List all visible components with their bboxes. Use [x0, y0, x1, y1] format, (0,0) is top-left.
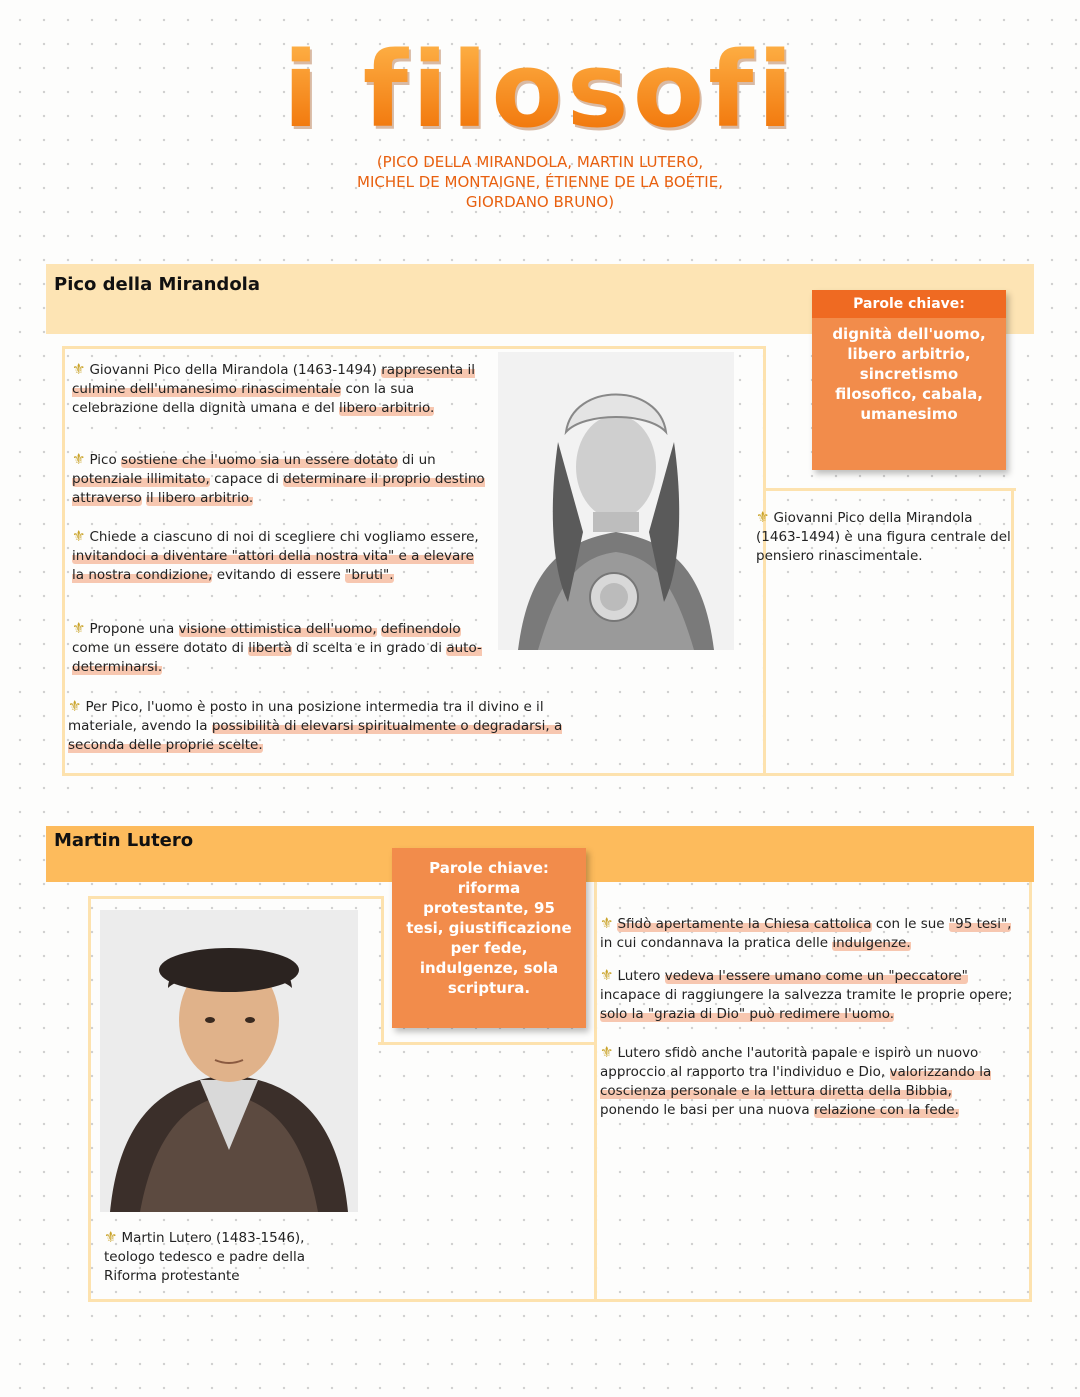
caption-text: Giovanni Pico della Mirandola (1463-1494) è una figura centrale del pensiero rinascimentale.: [756, 510, 1011, 564]
fleur-de-lis-icon: ⚜: [104, 1228, 118, 1246]
text: incapace di raggiungere la salvezza tramite le proprie opere;: [600, 987, 1013, 1003]
highlight: determinare il proprio destino attraverso: [72, 471, 485, 506]
text: Chiede a ciascuno di noi di scegliere chi vogliamo essere,: [89, 529, 479, 545]
lutero-paragraph-1: [600, 914, 1016, 953]
section-title-lutero: Martin Lutero: [54, 830, 194, 851]
lutero-frame-step-v: [378, 896, 384, 1044]
lutero-keywords-box: [392, 848, 586, 1028]
page-title: i filosofi: [0, 30, 1080, 150]
lutero-portrait: [100, 910, 358, 1212]
highlight: "bruti".: [345, 567, 394, 583]
fleur-de-lis-icon: ⚜: [600, 966, 614, 984]
text: ponendo le basi per una nuova: [600, 1102, 810, 1118]
keywords-list: riforma protestante, 95 tesi, giustificazione per fede, indulgenze, sola scriptura.: [406, 879, 572, 997]
text: Per Pico, l'uomo è posto in una posizione intermedia tra il divino e il materiale, avendo la: [68, 699, 544, 734]
text: capace di: [214, 471, 279, 487]
highlight: libero arbitrio.: [339, 400, 435, 416]
pico-paragraph-1: [72, 360, 492, 418]
lutero-caption: [104, 1228, 354, 1286]
highlight: "95 tesi",: [948, 916, 1012, 932]
text: come un essere dotato di: [72, 640, 244, 656]
keywords-list: dignità dell'uomo, libero arbitrio, sincretismo filosofico, cabala, umanesimo: [832, 325, 986, 423]
text: di scelta e in grado di: [296, 640, 443, 656]
highlight: auto-determinarsi.: [72, 640, 482, 675]
highlight: valorizzando la coscienza personale e la lettura diretta della Bibbia,: [600, 1064, 992, 1099]
pico-frame-step: [764, 488, 1016, 491]
highlight: possibilità di elevarsi spiritualmente o degradarsi, a seconda delle proprie scelte.: [68, 718, 563, 753]
highlight: rappresenta il culmine dell'umanesimo rinascimentale: [72, 362, 475, 397]
lutero-paragraph-2: [600, 966, 1022, 1024]
highlight: visione ottimistica dell'uomo,: [178, 621, 377, 637]
subtitle-line: GIORDANO BRUNO): [465, 193, 615, 211]
keywords-header: Parole chiave:: [429, 859, 549, 877]
fleur-de-lis-icon: ⚜: [72, 527, 86, 545]
lutero-frame-step-h: [378, 1042, 596, 1048]
highlight: potenziale illimitato,: [72, 471, 210, 487]
pico-paragraph-4: [72, 619, 492, 677]
lutero-frame-bottom: [88, 1299, 1032, 1302]
section-title-pico: Pico della Mirandola: [54, 274, 260, 295]
subtitle-line: MICHEL DE MONTAIGNE, ÉTIENNE DE LA BOÉTIE,: [357, 173, 723, 191]
highlight: solo la "grazia di Dio" può redimere l'uomo.: [600, 1006, 895, 1022]
text: in cui condannava la pratica delle: [600, 935, 829, 951]
fleur-de-lis-icon: ⚜: [600, 914, 614, 932]
fleur-de-lis-icon: ⚜: [72, 360, 86, 378]
caption-text: Martin Lutero (1483-1546), teologo tedesco e padre della Riforma protestante: [104, 1230, 305, 1284]
text: Propone una: [89, 621, 175, 637]
fleur-de-lis-icon: ⚜: [68, 697, 82, 715]
highlight: indulgenze.: [832, 935, 911, 951]
text: Lutero: [617, 968, 661, 984]
pico-caption: [756, 508, 1012, 566]
fleur-de-lis-icon: ⚜: [756, 508, 770, 526]
highlight: invitandoci a diventare "attori della nostra vita" e a elevare la nostra condizione,: [72, 548, 474, 583]
pico-portrait: [498, 352, 734, 650]
text: evitando di essere: [216, 567, 341, 583]
pico-paragraph-3: [72, 527, 482, 585]
page-subtitle: [340, 152, 740, 212]
text: Pico: [89, 452, 117, 468]
text: Lutero sfidò anche l'autorità papale e ispirò un nuovo approccio al rapporto tra l'individuo e Dio,: [600, 1045, 979, 1080]
text: con le sue: [875, 916, 945, 932]
subtitle-line: (PICO DELLA MIRANDOLA, MARTIN LUTERO,: [376, 153, 704, 171]
fleur-de-lis-icon: ⚜: [600, 1043, 614, 1061]
text: di un: [401, 452, 436, 468]
highlight: libertà: [248, 640, 292, 656]
highlight: relazione con la fede.: [813, 1102, 959, 1118]
keywords-header: Parole chiave:: [812, 290, 1006, 318]
fleur-de-lis-icon: ⚜: [72, 619, 86, 637]
text: Giovanni Pico della Mirandola (1463-1494): [89, 362, 377, 378]
fleur-de-lis-icon: ⚜: [72, 450, 86, 468]
highlight: Sfidò apertamente la Chiesa cattolica: [617, 916, 872, 932]
pico-keywords-box: [812, 290, 1006, 470]
highlight: definendolo: [380, 621, 461, 637]
highlight: vedeva l'essere umano come un "peccatore": [664, 968, 968, 984]
lutero-paragraph-3: [600, 1043, 1000, 1120]
pico-paragraph-2: [72, 450, 492, 508]
text: con la sua celebrazione della dignità umana e del: [72, 381, 415, 416]
highlight: il libero arbitrio.: [146, 490, 254, 506]
pico-paragraph-5: [68, 697, 608, 755]
highlight: sostiene che l'uomo sia un essere dotato: [121, 452, 398, 468]
